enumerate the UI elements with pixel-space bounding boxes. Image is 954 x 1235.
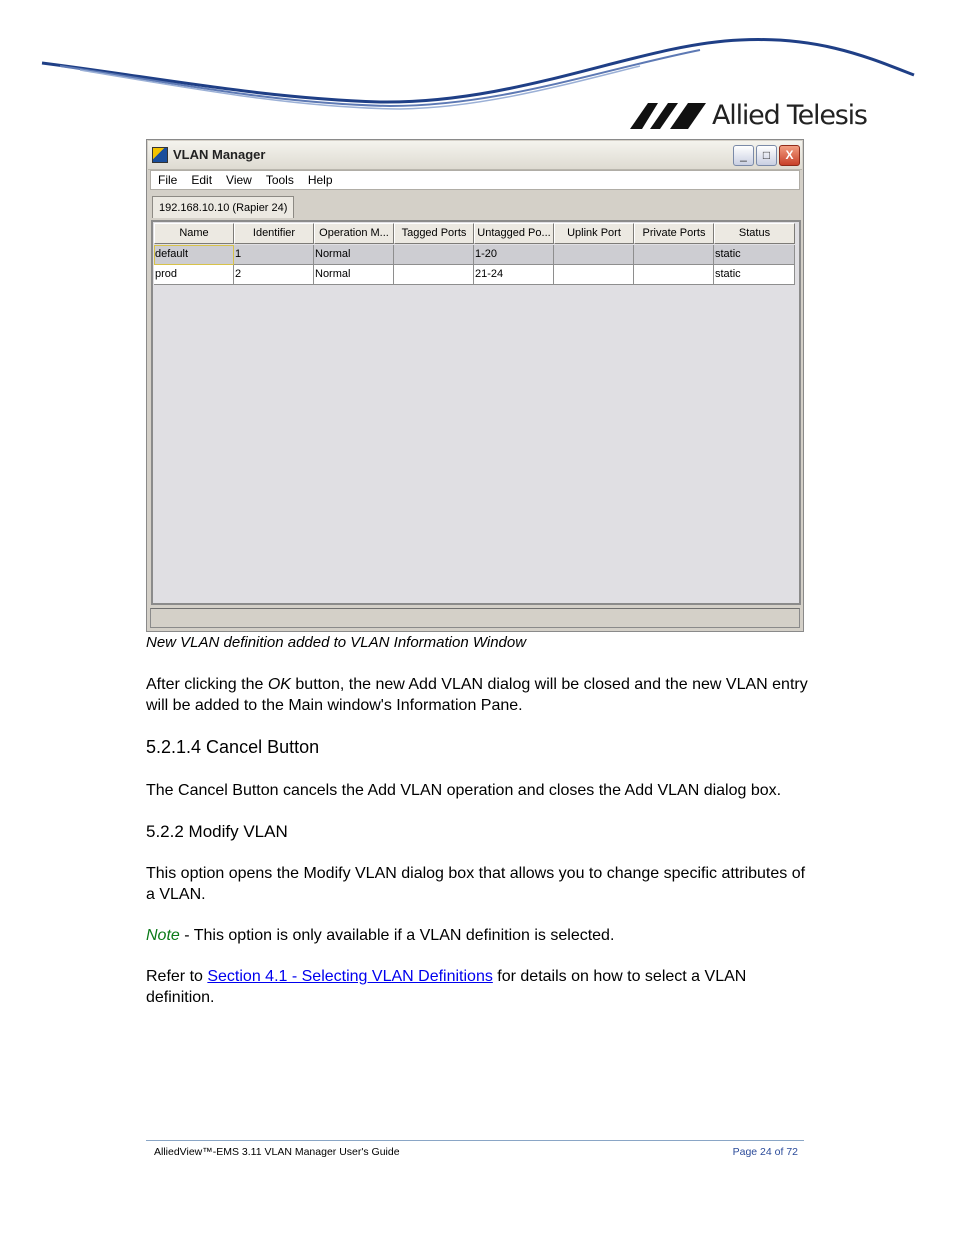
section-link[interactable]: Section 4.1 - Selecting VLAN Definitions [207,968,493,985]
table-cell[interactable] [554,245,634,265]
brand-name: Allied Telesis [712,100,867,131]
table-cell[interactable]: Normal [314,265,394,285]
table-cell[interactable]: 21-24 [474,265,554,285]
column-header-name[interactable]: Name [154,223,234,244]
menu-help[interactable]: Help [307,173,333,187]
note-label: Note [146,927,180,944]
column-header-untagged-ports[interactable]: Untagged Po... [474,223,554,244]
table-row[interactable] [154,245,795,265]
footer-document-title: AlliedView™-EMS 3.11 VLAN Manager User's Guide [154,1146,400,1158]
note-text: - This option is only available if a VLAN definition is selected. [179,927,615,944]
brand-mark-icon [630,102,706,130]
column-header-private-ports[interactable]: Private Ports [634,223,714,244]
heading-modify-vlan: 5.2.2 Modify VLAN [146,822,288,841]
column-header-tagged-ports[interactable]: Tagged Ports [394,223,474,244]
maximize-button[interactable]: □ [756,145,777,166]
device-tabstrip [150,193,800,219]
minimize-button[interactable]: _ [733,145,754,166]
footer-divider [146,1140,804,1141]
table-cell[interactable]: static [714,265,795,285]
ok-emphasis: OK [267,676,291,693]
column-header-status[interactable]: Status [714,223,795,244]
window-titlebar[interactable] [148,141,802,170]
table-row[interactable] [154,265,795,285]
table-cell[interactable]: 1-20 [474,245,554,265]
paragraph-modify: This option opens the Modify VLAN dialog box that allows you to change specific attributes of a VLAN. [146,865,806,903]
vlan-manager-window [146,139,804,632]
table-cell[interactable]: 2 [234,265,314,285]
table-cell[interactable] [634,265,714,285]
refer-before: Refer to [146,968,208,985]
tab-device[interactable]: 192.168.10.10 (Rapier 24) [152,196,294,218]
table-cell[interactable] [634,245,714,265]
figure-caption: New VLAN definition added to VLAN Information Window [146,634,527,651]
refer-after: for details on how to select a VLAN definition. [146,968,747,1006]
table-cell[interactable] [394,265,474,285]
paragraph-note [146,926,814,947]
menu-edit[interactable]: Edit [191,173,213,187]
close-button[interactable]: X [779,145,800,166]
paragraph-cancel: The Cancel Button cancels the Add VLAN operation and closes the Add VLAN dialog box. [146,782,782,799]
table-cell[interactable]: Normal [314,245,394,265]
status-bar [150,608,800,628]
window-title: VLAN Manager [173,147,266,162]
paragraph-ok-after: button, the new Add VLAN dialog will be closed and the new VLAN entry will be added to the Main window's Information Pane. [146,676,808,714]
vlan-table-panel [151,220,801,605]
column-header-uplink-port[interactable]: Uplink Port [554,223,634,244]
allied-telesis-logo [630,100,867,132]
table-cell[interactable]: prod [154,265,234,285]
menu-file[interactable]: File [158,173,178,187]
column-header-identifier[interactable]: Identifier [234,223,314,244]
table-cell[interactable] [394,245,474,265]
app-icon [152,147,168,163]
table-cell[interactable] [554,265,634,285]
paragraph-refer [146,967,786,1008]
heading-cancel-button: 5.2.1.4 Cancel Button [146,737,320,757]
menu-view[interactable]: View [226,173,252,187]
table-cell[interactable]: default [154,245,234,265]
menu-tools[interactable]: Tools [265,173,294,187]
table-header [154,223,795,244]
menu-bar [150,170,800,190]
table-cell[interactable]: static [714,245,795,265]
table-cell[interactable]: 1 [234,245,314,265]
paragraph-ok [146,675,814,716]
footer-page-number: Page 24 of 72 [732,1146,798,1158]
paragraph-ok-before: After clicking the [146,676,268,693]
column-header-operation-mode[interactable]: Operation M... [314,223,394,244]
